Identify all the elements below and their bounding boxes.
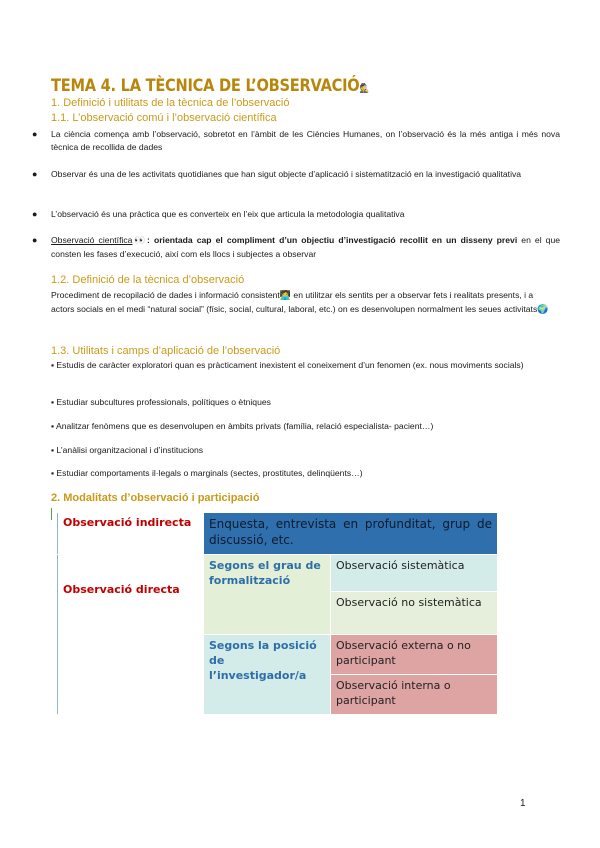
list-item: ▪ Estudiar comportaments il·legals o marginals (sectes, prostitutes, delinqüents…) <box>51 468 363 478</box>
subsection-1-2-heading: 1.2. Definició de la tècnica d’observació <box>51 274 245 286</box>
definition-paragraph: Procediment de recopilació de dades i informació consistent🧑‍💻 en utilitzar els sentits per a observar fets i realitats presents, i a actors socials en el medi “natural social” (físic, social, cultural, laboral, etc.) on es desenvolupen normalment les seues activitats🌍 <box>51 290 549 315</box>
subsection-1-1-heading: 1.1. L’observació comú i l’observació científica <box>51 112 277 124</box>
list-item: ▪ Estudis de caràcter exploratori quan es pràcticament inexistent el coneixement d’un fenomen (ex. nous moviments socials) <box>51 360 524 370</box>
bullet-icon: ● <box>32 235 38 245</box>
position-group: Segons la posició de l’investigador/a <box>204 635 331 715</box>
eyes-icon: 👀 <box>132 236 148 246</box>
indirect-label: Observació indirecta <box>58 513 204 555</box>
bullet-icon: ● <box>32 169 38 179</box>
page-number: 1 <box>520 798 526 809</box>
bullet-icon: ● <box>32 129 38 139</box>
bullet-icon: ● <box>32 209 38 219</box>
section1-heading: 1. Definició i utilitats de la tècnica de l’observació <box>51 97 290 109</box>
globe-icon: 🌍 <box>537 304 549 315</box>
list-item: ▪ Estudiar subcultures professionals, polítiques o ètniques <box>51 397 271 407</box>
indirect-description: Enquesta, entrevista en profunditat, grup de discussió, etc. <box>204 513 498 555</box>
section2-heading: 2. Modalitats d’observació i participació <box>51 492 260 504</box>
person-computer-icon: 🧑‍💻 <box>279 291 292 301</box>
subsection-1-3-heading: 1.3. Utilitats i camps d’aplicació de l’observació <box>51 345 281 357</box>
direct-label: Observació directa <box>58 555 204 715</box>
detective-icon: 🕵 <box>359 84 369 94</box>
text-cursor <box>51 508 52 520</box>
list-item: ▪ Analitzar fenòmens que es desenvolupen en àmbits privats (família, relació especialista- pacient…) <box>51 421 434 431</box>
systematic-option: Observació sistemàtica <box>331 555 498 592</box>
non-systematic-option: Observació no sistemàtica <box>331 592 498 635</box>
external-option: Observació externa o no participant <box>331 635 498 675</box>
internal-option: Observació interna o participant <box>331 675 498 715</box>
formalization-group: Segons el grau de formalització <box>204 555 331 635</box>
page-title: TEMA 4. LA TÈCNICA DE L’OBSERVACIÓ🕵 <box>51 76 369 96</box>
modalities-table <box>57 512 498 715</box>
list-item: ▪ L’anàlisi organitzacional i d’institucions <box>51 445 204 455</box>
